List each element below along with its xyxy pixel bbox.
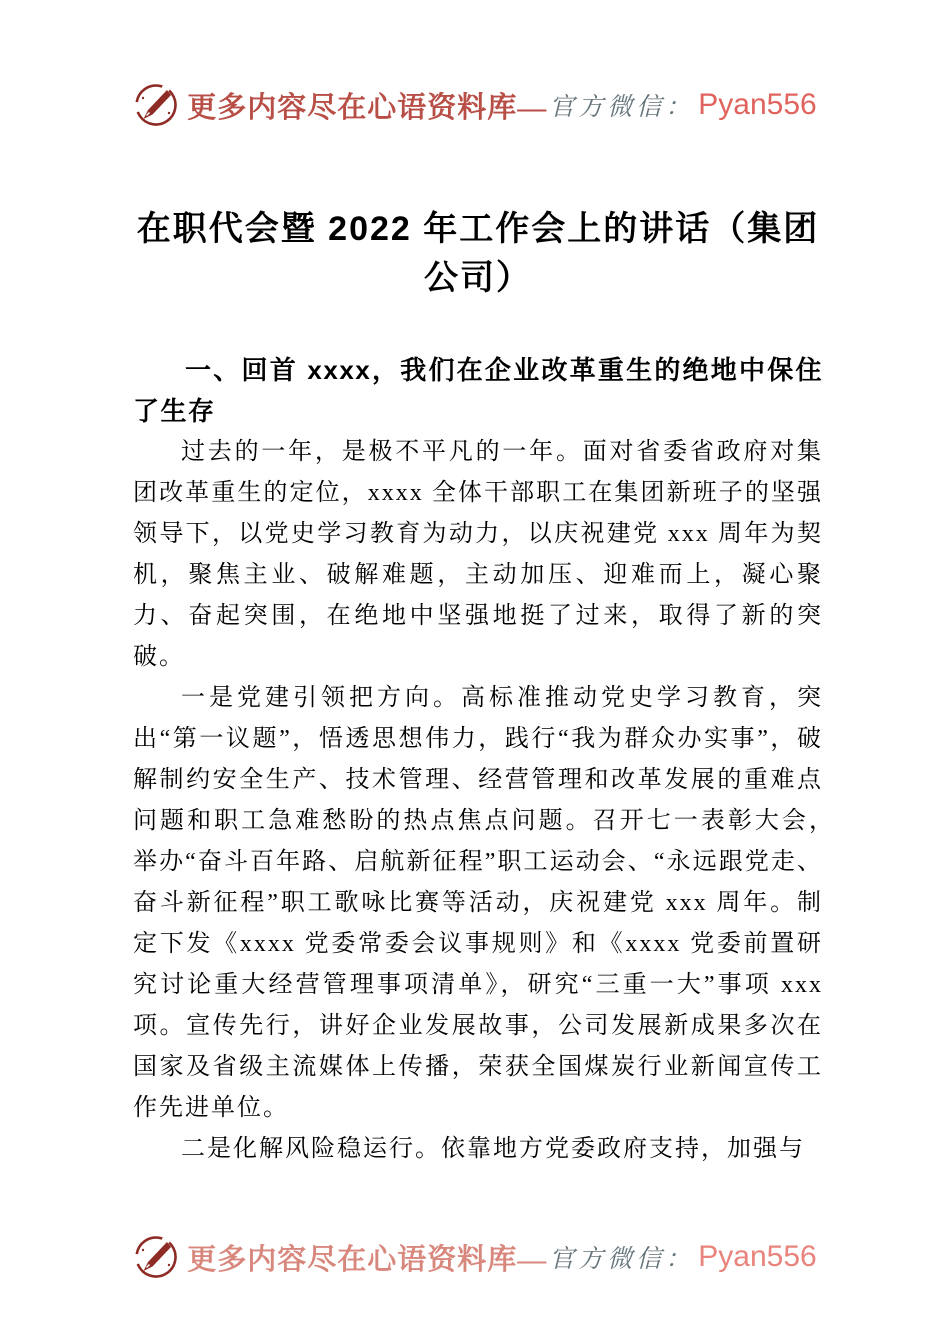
footer-wechat-id: Pyan556	[698, 1240, 817, 1273]
pen-logo-icon	[133, 82, 179, 128]
body-paragraph: 过去的一年，是极不平凡的一年。面对省委省政府对集团改革重生的定位，xxxx 全体干部职工在集团新班子的坚强领导下，以党史学习教育为动力，以庆祝建党 xxx 周年为契机，聚焦主业、破解难题，主动加压、迎难而上，凝心聚力、奋起突围，在绝地中坚强地挺了过来，取得了新的突破。	[133, 439, 823, 670]
header-brand-text: 更多内容尽在心语资料库—	[187, 91, 548, 124]
section-heading: 一、回首 xxxx，我们在企业改革重生的绝地中保住了生存	[133, 355, 823, 426]
header-wechat-label: 官方微信：	[549, 94, 695, 121]
body-paragraph: 二是化解风险稳运行。依靠地方党委政府支持，加强与	[181, 1136, 805, 1162]
footer-watermark	[0, 1234, 950, 1280]
footer-brand-text: 更多内容尽在心语资料库—	[187, 1243, 548, 1276]
header-watermark	[0, 82, 950, 128]
document-content	[133, 205, 849, 1170]
footer-wechat-label: 官方微信：	[549, 1246, 695, 1273]
pen-logo-icon	[133, 1234, 179, 1280]
body-paragraph: 一是党建引领把方向。高标准推动党史学习教育，突出“第一议题”，悟透思想伟力，践行“我为群众办实事”，破解制约安全生产、技术管理、经营管理和改革发展的重难点问题和职工急难愁盼的热点焦点问题。召开七一表彰大会， 举办“奋斗百年路、启航新征程”职工运动会、“永远跟党走、奋斗新征程”职工歌咏比赛等活动，庆祝建党 xxx 周年。制定下发《xxxx 党委常委会议事规则》和《xxxx 党委前置研究讨论重大经营管理事项清单》，研究“三重一大”事项 xxx 项。宣传先行，讲好企业发展故事，公司发展新成果多次在国家及省级主流媒体上传播，荣获全国煤炭行业新闻宣传工作先进单位。	[133, 685, 849, 1121]
document-title: 在职代会暨 2022 年工作会上的讲话（集团公司）	[136, 210, 820, 297]
header-wechat-id: Pyan556	[698, 88, 817, 121]
